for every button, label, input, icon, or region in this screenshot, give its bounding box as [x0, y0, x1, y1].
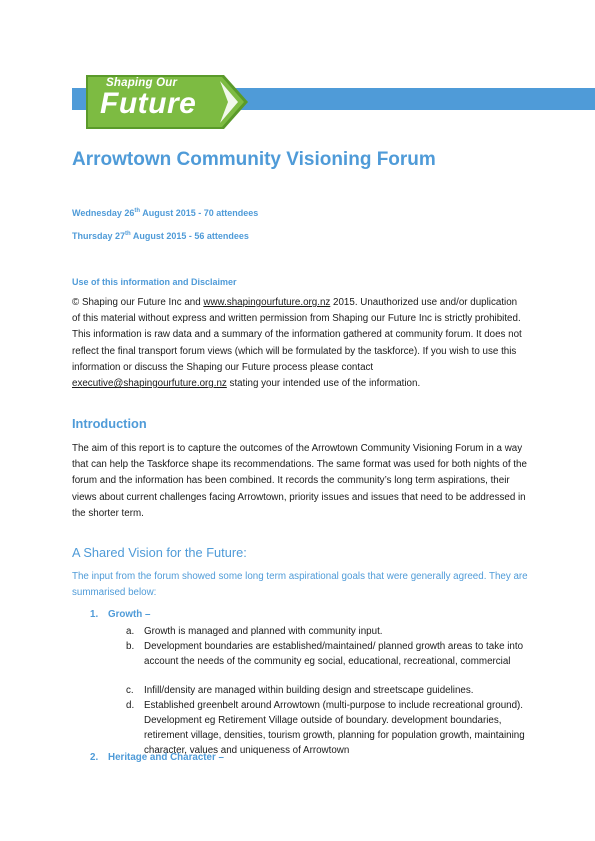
list-subitem: b. Development boundaries are established/maintained/ planned growth areas to take into account the needs of the community eg social, educational, recreational, commercial: [126, 641, 524, 667]
list-item-growth: 1. Growth –: [90, 609, 151, 620]
list-subitem: a. Growth is managed and planned with community input.: [126, 626, 383, 637]
list-item-heritage: 2. Heritage and Character –: [90, 752, 224, 763]
disclaimer-heading: Use of this information and Disclaimer: [72, 277, 237, 287]
shared-vision-intro: The input from the forum showed some long term aspirational goals that were generally agreed. They are summarised below:: [72, 571, 528, 599]
shaping-our-future-logo: [86, 75, 248, 129]
introduction-heading: Introduction: [72, 416, 147, 431]
shared-vision-heading: A Shared Vision for the Future:: [72, 545, 247, 560]
date-line-1: Wednesday 26th August 2015 - 70 attendees: [72, 208, 259, 218]
date-line-2: Thursday 27th August 2015 - 56 attendees: [72, 231, 249, 241]
logo-main-text: Future: [100, 87, 197, 120]
website-link[interactable]: www.shapingourfuture.org.nz: [203, 297, 331, 308]
document-title: Arrowtown Community Visioning Forum: [72, 149, 436, 170]
introduction-body: The aim of this report is to capture the outcomes of the Arrowtown Community Visioning Forum in a way that can help the Taskforce shape its recommendations. The same format was used for both nights of the forum and the information has been combined. It records the community’s long term aspirations, their views about current challenges facing Arrowtown, priority issues and issues that need to be addressed in the shorter term.: [72, 443, 527, 519]
list-subitem: d. Established greenbelt around Arrowtown (multi-purpose to include recreational ground). Development eg Retirement Village outside of boundary. development boundaries, retirement village, densities, tourism growth, planning for population growth, maintaining character, values and uniqueness of Arrowtown: [126, 700, 525, 756]
disclaimer-body: © Shaping our Future Inc and www.shapingourfuture.org.nz 2015. Unauthorized use and/or duplication of this material without express and written permission from Shaping our Future Inc is strictly prohibited. This information is raw data and a summary of the information gathered at community forum. It does not reflect the final transport forum views (which will be formulated by the taskforce). If you wish to use this information or discuss the Shaping our Future process please contact executive@shapingourfuture.org.nz stating your intended use of the information.: [72, 297, 522, 390]
logo-top-text: Shaping Our: [106, 77, 178, 89]
list-subitem: c. Infill/density are managed within building design and streetscape guidelines.: [126, 685, 474, 696]
email-link[interactable]: executive@shapingourfuture.org.nz: [72, 378, 227, 390]
